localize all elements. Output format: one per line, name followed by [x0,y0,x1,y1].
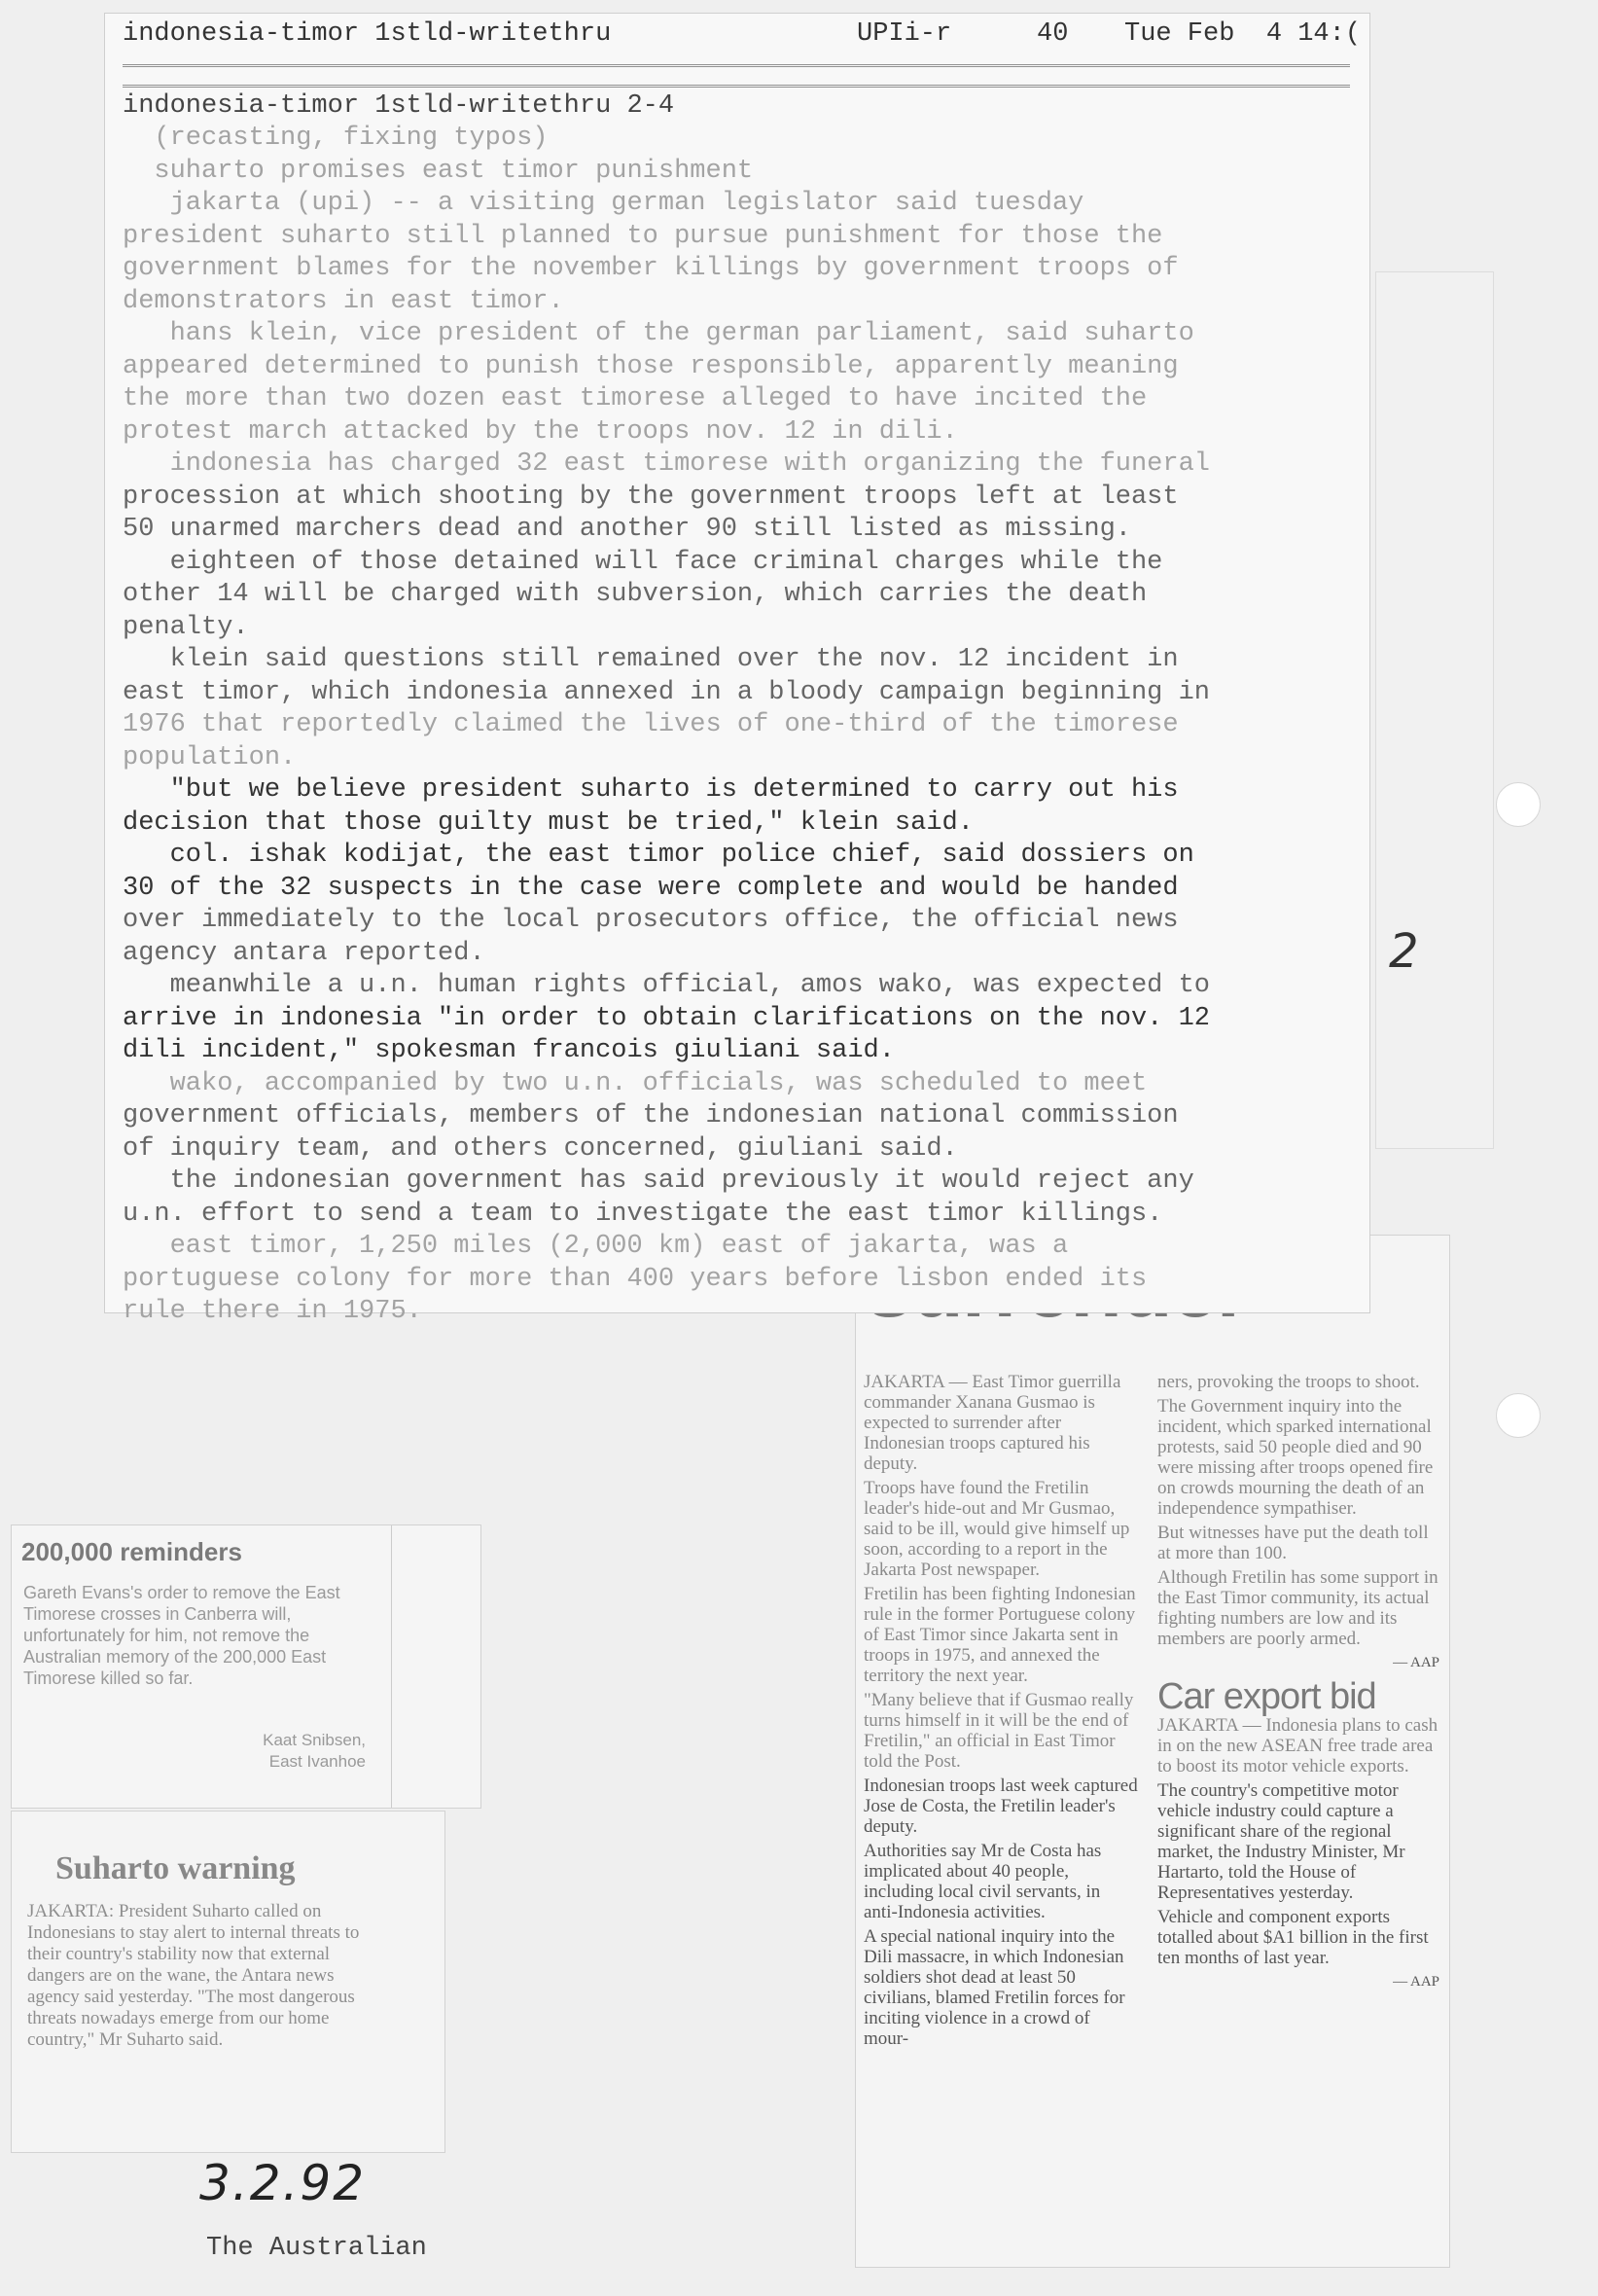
wire-line: rule there in 1975. [123,1297,422,1326]
wire-line: agency antara reported. [123,938,485,968]
wire-line: east timor, 1,250 miles (2,000 km) east of jakarta, was a [123,1232,1069,1261]
car-export-headline: Car export bid [1157,1676,1376,1717]
wire-number: 40 [1037,19,1069,49]
letter-body: Gareth Evans's order to remove the East Timorese crosses in Canberra will, unfortunately for him, not remove the Australian memory of the 200,000 East Timorese killed so far. [23,1583,340,1688]
wire-line: (recasting, fixing typos) [123,124,549,153]
letter-location: East Ivanhoe [268,1752,366,1771]
car-export-signature: — AAP [1393,1974,1439,1990]
wire-line: col. ishak kodijat, the east timor police chief, said dossiers on [123,841,1194,870]
wire-line: "but we believe president suharto is determined to carry out his [123,775,1179,805]
wire-line: protest march attacked by the troops nov. 12 in dili. [123,416,958,447]
wire-slug-line: indonesia-timor 1stld-writethru 2-4 [123,91,675,121]
wire-line: indonesia has charged 32 east timorese with organizing the funeral [123,449,1210,479]
wire-line: hans klein, vice president of the german parliament, said suharto [123,319,1194,348]
handwritten-date: 3.2.92 [199,2155,367,2211]
wire-slug: indonesia-timor 1stld-writethru [123,19,612,49]
wire-line: the more than two dozen east timorese alleged to have incited the [123,384,1148,413]
wire-line: penalty. [123,612,249,642]
wire-line: u.n. effort to send a team to investigate the east timor killings. [123,1199,1163,1229]
wire-printout [105,14,1369,1326]
surrender-column-1 [864,1372,1138,2053]
wire-line: decision that those guilty must be tried," klein said. [123,807,974,838]
wire-line: eighteen of those detained will face criminal charges while the [123,547,1163,577]
letter-signature-block [263,1730,366,1773]
wire-line: over immediately to the local prosecutors office, the official news [123,906,1179,935]
column-paragraph: Fretilin has been fighting Indonesian rule in the former Portuguese colony of East Timor since Jakarta sent in troops in 1975, and annexed the territory the next year. [864,1584,1136,1686]
wire-line: 50 unarmed marchers dead and another 90 still listed as missing. [123,515,1131,544]
column-paragraph: JAKARTA — East Timor guerrilla commander Xanana Gusmao is expected to surrender after Indonesian troops captured his deputy. [864,1372,1121,1474]
wire-line: procession at which shooting by the government troops left at least [123,482,1179,512]
wire-line: population. [123,742,297,772]
wire-line: east timor, which indonesia annexed in a bloody campaign beginning in [123,677,1210,707]
surrender-signature: — AAP [1393,1655,1439,1670]
wire-line: other 14 will be charged with subversion, which carries the death [123,580,1148,609]
background-clipping-edge [1376,272,1493,1148]
column-paragraph: The country's competitive motor vehicle industry could capture a significant share of the regional market, the Industry Minister, Mr Hartarto, told the House of Representatives yesterday. [1157,1780,1405,1903]
wire-line: appeared determined to punish those responsible, apparently meaning [123,351,1179,381]
wire-line: jakarta (upi) -- a visiting german legislator said tuesday [123,189,1084,218]
punch-hole-lower [1496,1393,1541,1438]
warning-clipping [12,1812,444,2152]
column-paragraph: Troops have found the Fretilin leader's hide-out and Mr Gusmao, said to be ill, would give himself up soon, according to a report in the Jakarta Post newspaper. [864,1478,1130,1580]
column-paragraph: Although Fretilin has some support in the East Timor community, its actual fighting numbers are low and its members are poorly armed. [1157,1567,1438,1649]
letter-headline: 200,000 reminders [21,1537,242,1566]
column-paragraph: But witnesses have put the death toll at more than 100. [1157,1523,1429,1563]
surrender-column-2 [1157,1372,1439,1996]
column-paragraph: Vehicle and component exports totalled about $A1 billion in the first ten months of last year. [1157,1907,1429,1968]
wire-line: 30 of the 32 suspects in the case were complete and would be handed [123,873,1179,903]
wire-line: wako, accompanied by two u.n. officials, was scheduled to meet [123,1068,1148,1098]
column-paragraph: ners, provoking the troops to shoot. [1157,1372,1420,1392]
column-paragraph: Indonesian troops last week captured Jose de Costa, the Fretilin leader's deputy. [864,1776,1138,1837]
column-paragraph: "Many believe that if Gusmao really turns himself in it will be the end of Fretilin," an official in East Timor told the Post. [864,1690,1134,1772]
wire-line: 1976 that reportedly claimed the lives of one-third of the timorese [123,710,1179,739]
surrender-clipping [856,1236,1449,2267]
column-paragraph: Authorities say Mr de Costa has implicated about 40 people, including local civil servants, in anti-Indonesia activities. [864,1841,1102,1922]
column-paragraph: JAKARTA — Indonesia plans to cash in on the new ASEAN free trade area to boost its motor vehicle exports. [1157,1715,1438,1776]
wire-service: UPIi-r [857,19,952,49]
wire-datetime: Tue Feb 4 14:( [1124,19,1362,49]
wire-line: of inquiry team, and others concerned, giuliani said. [123,1133,958,1164]
punch-hole-upper [1496,782,1541,827]
wire-line: meanwhile a u.n. human rights official, amos wako, was expected to [123,971,1210,1000]
letter-clipping [12,1525,480,1808]
column-paragraph: A special national inquiry into the Dili massacre, in which Indonesian soldiers shot dead at least 50 civilians, blamed Fretilin forces for inciting violence in a crowd of mour- [864,1926,1125,2049]
wire-line: dili incident," spokesman francois giuliani said. [123,1036,895,1065]
warning-body: JAKARTA: President Suharto called on Indonesians to stay alert to internal threats to their country's stability now that external dangers are on the wane, the Antara news agency said yesterday. "The most dangerous threats nowadays emerge from our home country," Mr Suharto said. [27,1901,360,2050]
column-paragraph: The Government inquiry into the incident, which sparked international protests, said 50 people died and 90 were missing after troops opened fire on crowds mourning the death of an independence sympathiser. [1157,1396,1434,1519]
wire-line: klein said questions still remained over the nov. 12 incident in [123,645,1179,674]
wire-line: government officials, members of the indonesian national commission [123,1101,1179,1130]
wire-header-rule [123,64,1350,88]
source-label: The Australian [206,2234,427,2263]
wire-line: government blames for the november killings by government troops of [123,254,1179,283]
warning-headline: Suharto warning [55,1850,296,1886]
wire-header [123,19,1362,58]
handwritten-page-mark: 2 [1389,924,1419,979]
letter-edge-line [391,1525,392,1808]
wire-line: suharto promises east timor punishment [123,156,754,186]
wire-line: the indonesian government has said previously it would reject any [123,1166,1194,1196]
wire-line: president suharto still planned to pursue punishment for those the [123,221,1163,251]
wire-line: portuguese colony for more than 400 years before lisbon ended its [123,1264,1148,1294]
wire-line: demonstrators in east timor. [123,286,564,316]
letter-signature: Kaat Snibsen, [263,1731,366,1749]
wire-line: arrive in indonesia "in order to obtain clarifications on the nov. 12 [123,1003,1210,1033]
